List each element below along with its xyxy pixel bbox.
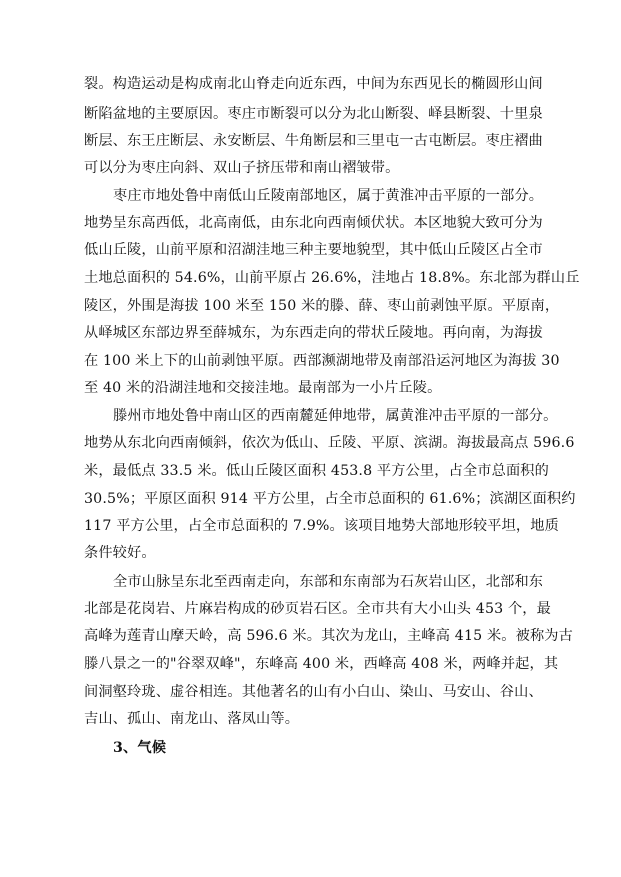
text-line: 裂。构造运动是构成南北山脊走向近东西，中间为东西见长的椭圆形山间 [84, 76, 543, 92]
paragraph-first-line: 枣庄市地处鲁中南低山丘陵南部地区，属于黄淮冲击平原的一部分。 [113, 188, 544, 204]
text-line: 高峰为莲青山摩天岭，高 596.6 米。其次为龙山，主峰高 415 米。被称为古 [84, 628, 573, 644]
text-line: 低山丘陵，山前平原和沼湖洼地三种主要地貌型，其中低山丘陵区占全市 [84, 242, 543, 258]
text-line: 从峄城区东部边界至薛城东，为东西走向的带状丘陵地。再向南，为海拔 [84, 325, 543, 341]
paragraph-first-line: 滕州市地处鲁中南山区的西南麓延伸地带，属黄淮冲击平原的一部分。 [113, 408, 558, 424]
text-line: 陵区，外围是海拔 100 米至 150 米的滕、薛、枣山前剥蚀平原。平原南， [84, 298, 560, 314]
text-line: 地势呈东高西低，北高南低，由东北向西南倾伏状。本区地貌大致可分为 [84, 215, 543, 231]
text-line: 在 100 米上下的山前剥蚀平原。西部濒湖地带及南部沿运河地区为海拔 30 [84, 353, 560, 369]
section-heading: 3、气候 [113, 740, 167, 756]
text-line: 30.5%；平原区面积 914 平方公里，占全市总面积的 61.6%；滨湖区面积约 [84, 491, 576, 507]
text-line: 断陷盆地的主要原因。枣庄市断裂可以分为北山断裂、峄县断裂、十里泉 [84, 106, 543, 122]
text-line: 间洞壑玲珑、虚谷相连。其他著名的山有小白山、染山、马安山、谷山、 [84, 684, 543, 700]
text-line: 117 平方公里，占全市总面积的 7.9%。该项目地势大部地形较平坦，地质 [84, 518, 559, 534]
text-line: 吉山、孤山、南龙山、落凤山等。 [84, 711, 300, 727]
text-line: 土地总面积的 54.6%，山前平原占 26.6%，洼地占 18.8%。东北部为群山丘 [84, 270, 580, 286]
text-line: 北部是花岗岩、片麻岩构成的砂页岩石区。全市共有大小山头 453 个，最 [84, 601, 551, 617]
paragraph-first-line: 全市山脉呈东北至西南走向，东部和东南部为石灰岩山区，北部和东 [113, 574, 544, 590]
text-line: 至 40 米的沿湖洼地和交接洼地。最南部为一小片丘陵。 [84, 380, 442, 396]
text-line: 地势从东北向西南倾斜，依次为低山、丘陵、平原、滨湖。海拔最高点 596.6 [84, 435, 575, 451]
text-line: 滕八景之一的"谷翠双峰"，东峰高 400 米，西峰高 408 米，两峰并起，其 [84, 656, 559, 672]
text-line: 断层、东王庄断层、永安断层、牛角断层和三里屯一古屯断层。枣庄褶曲 [84, 133, 543, 149]
text-line: 米，最低点 33.5 米。低山丘陵区面积 453.8 平方公里，占全市总面积的 [84, 463, 549, 479]
text-line: 可以分为枣庄向斜、双山子挤压带和南山褶皱带。 [84, 160, 400, 176]
text-line: 条件较好。 [84, 545, 156, 561]
